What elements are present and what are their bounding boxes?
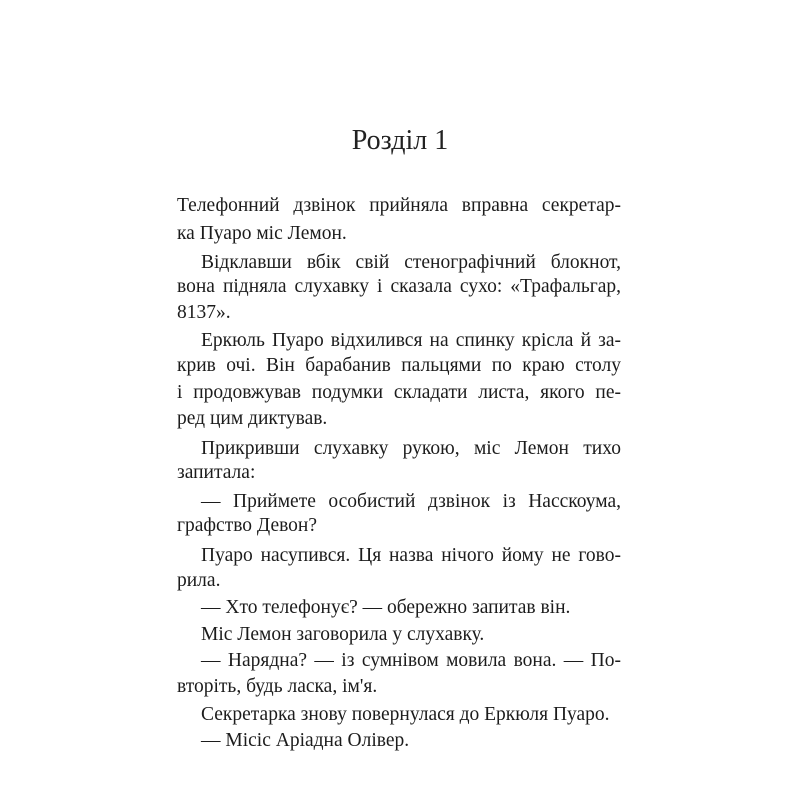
text-line: запитала:	[177, 462, 256, 483]
text-line: — Нарядна? — із сумнівом мовила вона. — По-	[201, 650, 621, 671]
text-line: вторіть, будь ласка, ім'я.	[177, 676, 378, 697]
text-line: 8137».	[177, 302, 231, 323]
text-line: ка Пуаро міс Лемон.	[177, 223, 347, 244]
text-line: Телефонний дзвінок прийняла вправна секретар-	[177, 195, 621, 216]
text-line: і продовжував подумки складати листа, якого пе-	[177, 382, 621, 403]
text-line: — Приймете особистий дзвінок із Насскоума,	[201, 491, 621, 512]
text-line: графство Девон?	[177, 515, 318, 536]
text-line: — Хто телефонує? — обережно запитав він.	[201, 597, 571, 618]
text-line: Пуаро насупився. Ця назва нічого йому не гово-	[201, 545, 621, 566]
text-line: Відклавши вбік свій стенографічний блокнот,	[201, 252, 621, 273]
text-line: вона підняла слухавку і сказала сухо: «Трафальгар,	[177, 276, 621, 297]
text-line: — Місіс Аріадна Олівер.	[201, 730, 410, 751]
text-line: Прикривши слухавку рукою, міс Лемон тихо	[201, 438, 621, 459]
text-line: рила.	[177, 570, 221, 591]
text-line: Еркюль Пуаро відхилився на спинку крісла й за-	[201, 330, 621, 351]
chapter-title: Розділ 1	[351, 125, 449, 156]
text-line: Міс Лемон заговорила у слухавку.	[201, 624, 485, 645]
text-line: крив очі. Він барабанив пальцями по краю столу	[177, 355, 621, 376]
text-line: Секретарка знову повернулася до Еркюля Пуаро.	[201, 704, 610, 725]
text-line: ред цим диктував.	[177, 408, 328, 429]
